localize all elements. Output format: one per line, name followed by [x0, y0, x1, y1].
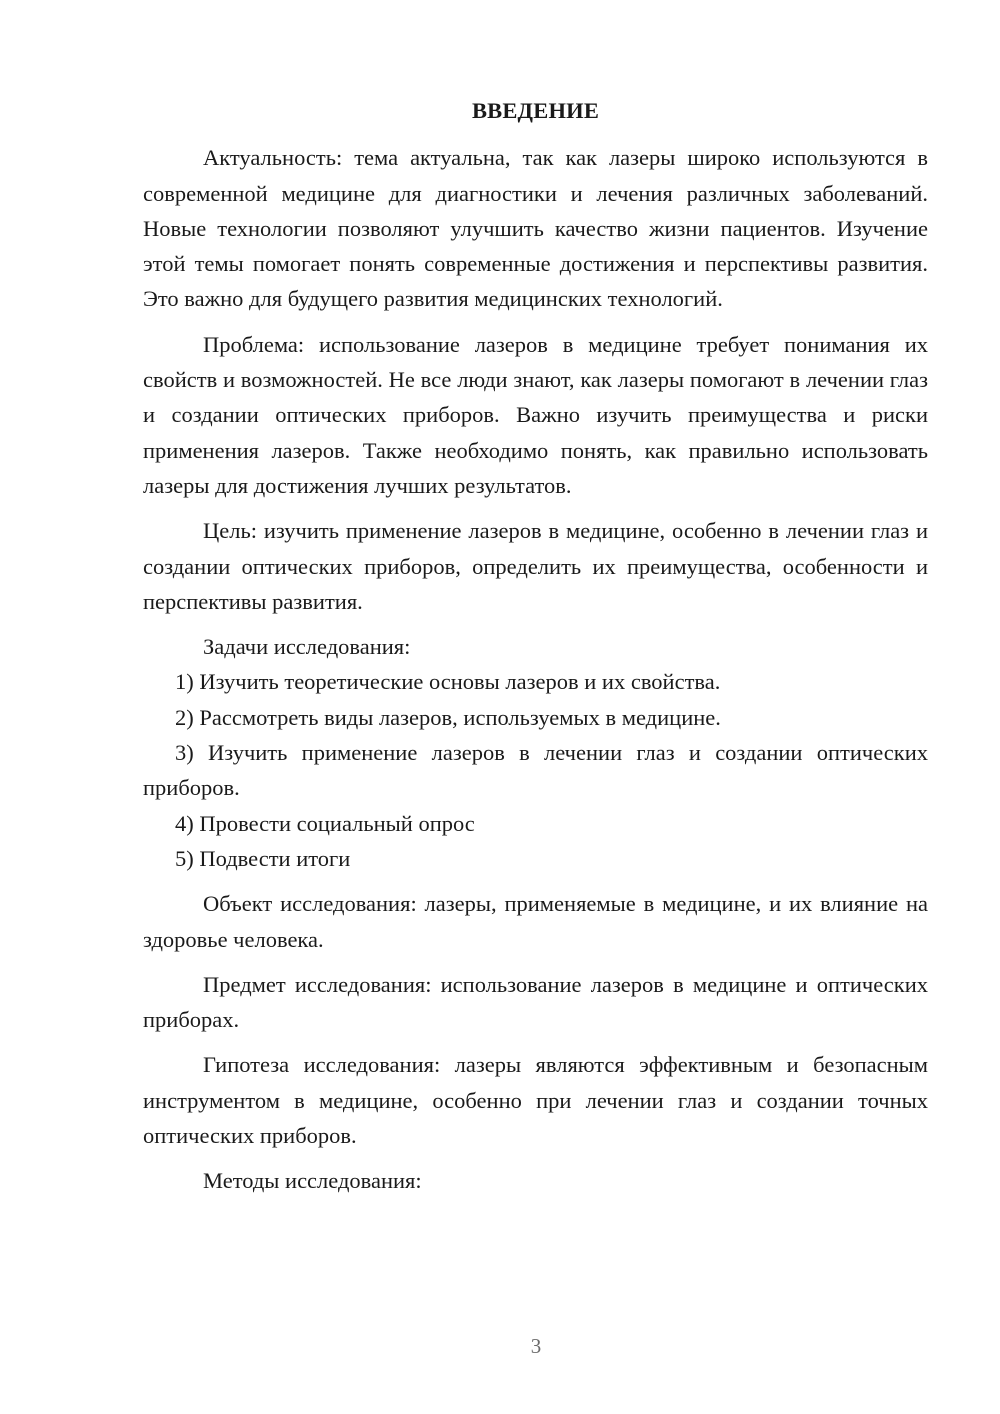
- page-content: [143, 93, 928, 1199]
- page-number: 3: [530, 1334, 542, 1358]
- task-item-5: 5) Подвести итоги: [175, 845, 351, 871]
- paragraph-methods: Методы исследования:: [203, 1168, 422, 1194]
- task-item-3: 3) Изучить применение лазеров в лечении глаз и создании оптических приборов.: [143, 740, 928, 801]
- paragraph-goal: Цель: изучить применение лазеров в медицине, особенно в лечении глаз и создании оптических приборов, определить их преимущества, особенности и перспективы развития.: [143, 518, 928, 614]
- task-item-1: 1) Изучить теоретические основы лазеров и их свойства.: [175, 669, 721, 695]
- paragraph-object: Объект исследования: лазеры, применяемые в медицине, и их влияние на здоровье человека.: [143, 891, 928, 952]
- paragraph-hypothesis: Гипотеза исследования: лазеры являются эффективным и безопасным инструментом в медицине, особенно при лечении глаз и создании точных оптических приборов.: [143, 1052, 928, 1149]
- paragraph-subject: Предмет исследования: использование лазеров в медицине и оптических приборах.: [143, 971, 928, 1033]
- paragraph-relevance: Актуальность: тема актуальна, так как лазеры широко используются в современной медицине для диагностики и лечения различных заболеваний. Новые технологии позволяют улучшить качество жизни пациентов. Изучение этой темы помогает понять современные достижения и перспективы развития. Это важно для будущего развития медицинских технологий.: [143, 145, 928, 312]
- task-item-2: 2) Рассмотреть виды лазеров, используемых в медицине.: [175, 704, 721, 730]
- section-title: ВВЕДЕНИЕ: [471, 98, 600, 123]
- tasks-heading: Задачи исследования:: [203, 634, 411, 660]
- paragraph-problem: Проблема: использование лазеров в медицине требует понимания их свойств и возможностей. Не все люди знают, как лазеры помогают в лечении глаз и создании оптических приборов. Важно изучить преимущества и риски применения лазеров. Также необходимо понять, как правильно использовать лазеры для достижения лучших результатов.: [143, 331, 928, 498]
- task-item-4: 4) Провести социальный опрос: [175, 810, 475, 836]
